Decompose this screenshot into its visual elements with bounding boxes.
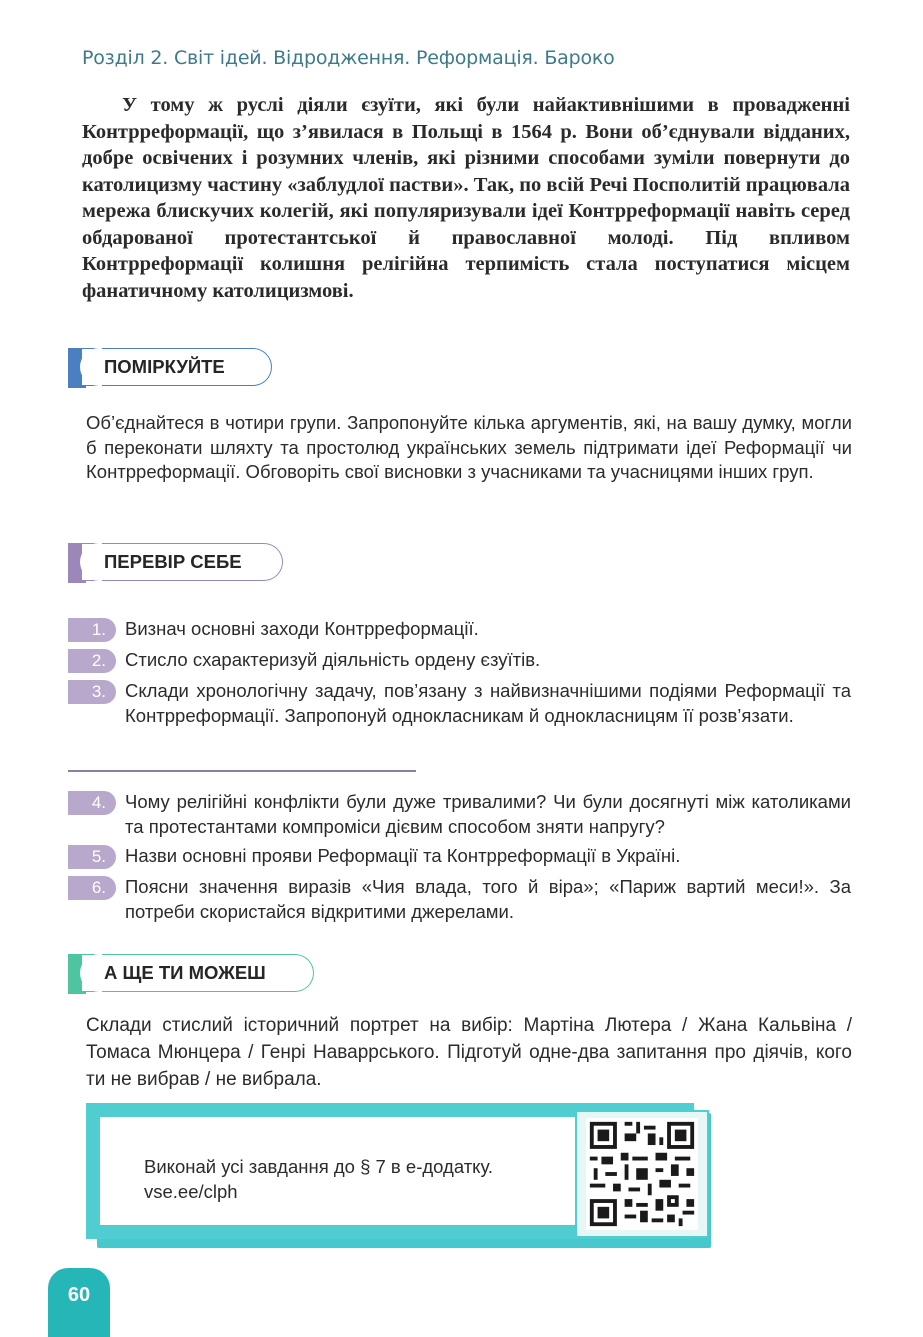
question-number: 1. bbox=[68, 618, 116, 642]
question-text: Стисло схарактеризуй діяльність ордену єзуїтів. bbox=[125, 649, 541, 670]
intro-paragraph bbox=[82, 92, 850, 304]
question-text: Чому релігійні конфлікти були дуже тривалими? Чи були досягнуті між католиками та протестантами компроміси дієвим способом зняти напругу? bbox=[125, 791, 851, 837]
more-title-text: А ЩЕ ТИ МОЖЕШ bbox=[104, 962, 266, 983]
think-task-text: Об’єднайтеся в чотири групи. Запропонуйте кілька аргументів, які, на вашу думку, могли б переконати шляхту та простолюд українських земель підтримати ідеї Реформації чи Контрреформації. Обговоріть свої висновки з учасниками та учасницями інших груп. bbox=[86, 412, 852, 482]
question-text: Поясни значення виразів «Чия влада, того й віра»; «Париж вартий меси!». За потреби скористайся відкритими джерелами. bbox=[125, 876, 851, 922]
question-text: Склади хронологічну задачу, пов’язану з найвизначнішими подіями Реформації та Контрреформації. Запропонуй однокласникам й однокласницям її розв’язати. bbox=[125, 680, 851, 726]
question-number: 4. bbox=[68, 791, 116, 815]
qr-code[interactable] bbox=[575, 1110, 709, 1238]
question-number: 2. bbox=[68, 649, 116, 673]
question-number: 5. bbox=[68, 845, 116, 869]
question-number: 6. bbox=[68, 876, 116, 900]
think-title-text: ПОМІРКУЙТЕ bbox=[104, 356, 225, 377]
qr-code-icon bbox=[583, 1118, 701, 1230]
e-addon-text bbox=[144, 1155, 493, 1204]
more-task-text: Склади стислий історичний портрет на вибір: Мартіна Лютера / Жана Кальвіна / Томаса Мюнцера / Генрі Наваррського. Підготуй одне-два запитання про діячів, кого ти не вибрав / не вибрала. bbox=[86, 1015, 852, 1090]
page-number-tab bbox=[48, 1268, 110, 1337]
e-addon-link[interactable]: vse.ee/clph bbox=[144, 1180, 238, 1202]
section-divider bbox=[68, 770, 416, 772]
question-text: Визнач основні заходи Контрреформації. bbox=[125, 618, 479, 639]
more-badge-title bbox=[82, 954, 314, 992]
think-badge-title bbox=[82, 348, 272, 386]
intro-paragraph-text: У тому ж руслі діяли єзуїти, які були найактивнішими в провадженні Контрреформації, що з’явилася в Польщі в 1564 р. Вони об’єднували відданих, добре освічених і розумних членів, які різними способами зуміли повернути до католицизму частину «заблудлої пастви». Так, по всій Речі Посполитій працювала мережа блискучих колегій, які популяризували ідеї Контрреформації навіть серед обдарованої протестантської й православної молоді. Під впливом Контрреформації колишня релігійна терпимість стала поступатися місцем фанатичному католицизмові. bbox=[82, 94, 850, 302]
question-number: 3. bbox=[68, 680, 116, 704]
e-addon-instruction: Виконай усі завдання до § 7 в е-додатку. bbox=[144, 1156, 494, 1177]
chapter-header: Розділ 2. Світ ідей. Відродження. Реформація. Бароко bbox=[82, 47, 615, 69]
check-title-text: ПЕРЕВІР СЕБЕ bbox=[104, 551, 242, 572]
check-badge-title bbox=[82, 543, 283, 581]
question-text: Назви основні прояви Реформації та Контрреформації в Україні. bbox=[125, 845, 681, 866]
page-number: 60 bbox=[67, 1284, 91, 1306]
